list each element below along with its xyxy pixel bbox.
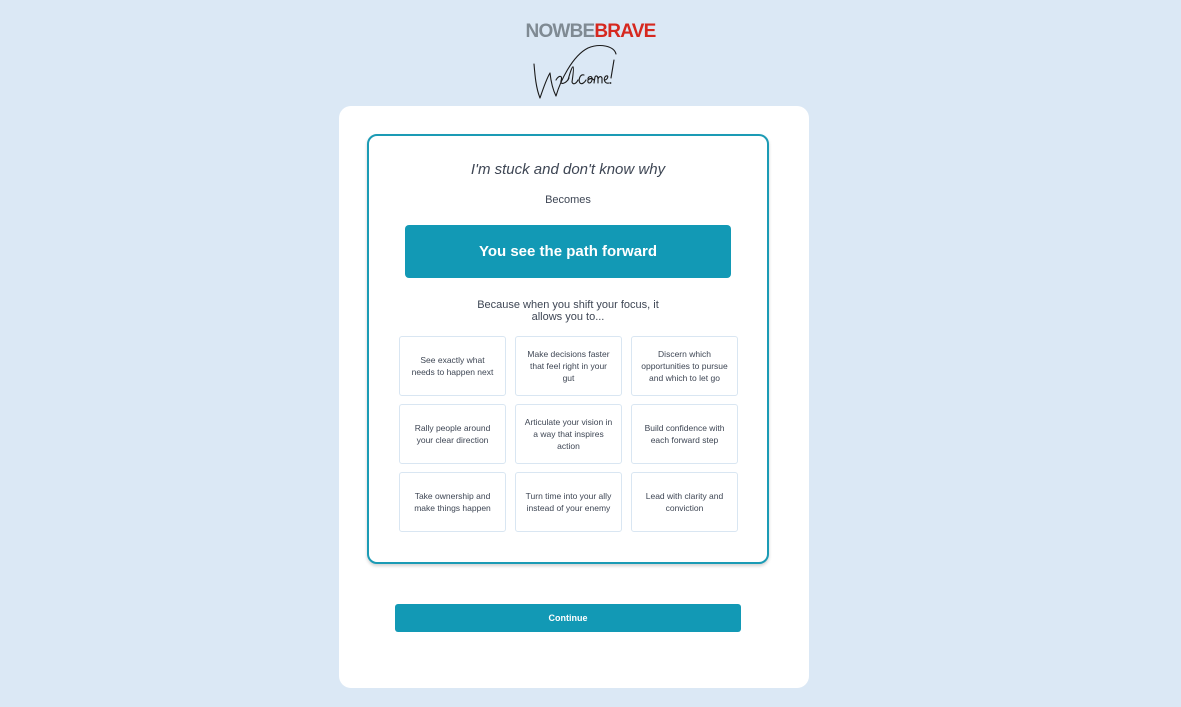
becomes-label: Becomes — [545, 194, 591, 206]
before-statement: I'm stuck and don't know why — [470, 161, 666, 178]
benefit-tile: Make decisions faster that feel right in your gut — [515, 336, 622, 396]
welcome-signature — [528, 42, 620, 100]
benefit-tile: Take ownership and make things happen — [399, 472, 506, 532]
brand-logo — [0, 20, 1181, 44]
benefit-tile: Turn time into your ally instead of your enemy — [515, 472, 622, 532]
logo-text-nowbe: NOWBE — [525, 21, 595, 42]
onboarding-card — [339, 106, 809, 688]
benefit-tile: Rally people around your clear direction — [399, 404, 506, 464]
benefit-tile: See exactly what needs to happen next — [399, 336, 506, 396]
transformation-panel — [367, 134, 769, 564]
benefit-tile: Build confidence with each forward step — [631, 404, 738, 464]
after-statement-banner: You see the path forward — [405, 225, 731, 278]
benefit-tile: Articulate your vision in a way that inspires action — [515, 404, 622, 464]
because-intro: Because when you shift your focus, it allows you to... — [477, 299, 659, 323]
benefit-tile: Lead with clarity and conviction — [631, 472, 738, 532]
benefits-grid — [399, 336, 738, 532]
benefit-tile: Discern which opportunities to pursue and which to let go — [631, 336, 738, 396]
continue-button[interactable]: Continue — [395, 604, 741, 632]
logo-text-brave: BRAVE — [594, 21, 656, 42]
